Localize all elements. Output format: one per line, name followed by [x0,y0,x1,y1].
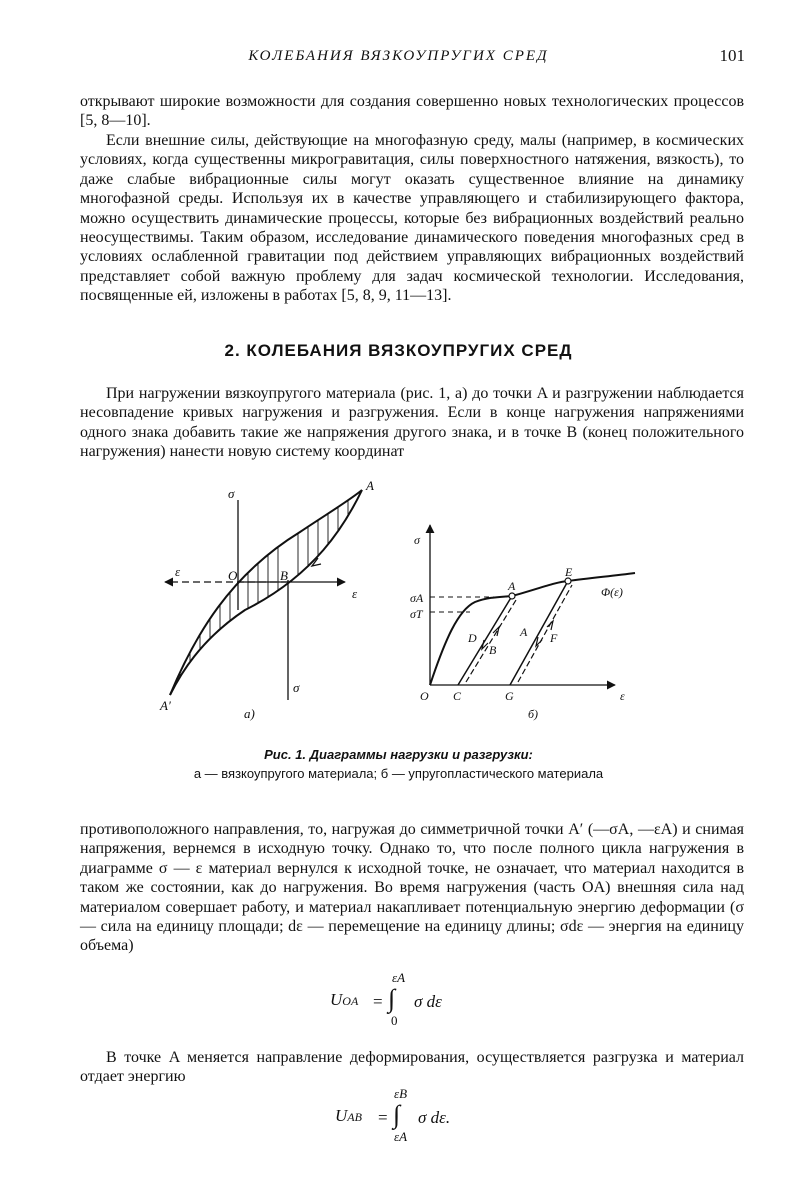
label-D: D [468,631,477,645]
hatching [180,480,348,710]
label-O: O [420,689,429,703]
label-sigma-bottom: σ [293,680,300,695]
label-A: A [508,579,516,593]
running-header-title: КОЛЕБАНИЯ ВЯЗКОУПРУГИХ СРЕД [248,48,549,64]
label-eps-right: ε [352,586,358,601]
paragraph-4: противоположного направления, то, нагружая до симметричной точки A′ (—σA, —εA) и снимая напряжения, вернемся в исходную точку. Однако то, что после полного цикла нагружения в диаграмме σ — ε материал вернулся к исходной точке, не означает, что материал находится в таком же состоянии, как до нагружения. Во время нагружения (часть OA) внешняя сила над материалом совершает работу, и материал накапливает потенциальную энергию деформации (σ— сила на единицу площади; dε — перемещение на единицу длины; σdε — энергия на единицу объема) [80,821,744,955]
label-G: G [505,689,514,703]
label-B: B [489,643,497,657]
label-A: A [366,478,374,493]
label-A2: A [520,625,528,639]
panel-a [165,480,362,710]
figure-caption-text: а — вязкоупругого материала; б — упругопластического материала [193,766,604,781]
panel-b [430,525,635,685]
figure-1 [0,470,797,740]
loading-curve [170,490,362,695]
label-eps-left: ε [175,564,181,579]
paragraph-5: В точке A меняется направление деформирования, осуществляется разгрузка и материал отдает энергию [80,1049,744,1086]
panel-a-label: а) [244,706,255,721]
label-sigma: σ [414,533,420,547]
paragraph-2: Если внешние силы, действующие на многофазную среду, малы (например, в космических условиях, когда существенны микрогравитация, силы поверхностного натяжения, вязкость), то даже слабые вибрационные силы могут оказать существенное влияние на динамику многофазной среды. Используя их в качестве управляющего и стабилизирующего фактора, можно осуществить динамические процессы, которые без вибрационных воздействий реально неосуществимы. Таким образом, исследование динамического поведения многофазных сред в условиях ослабленной гравитации под действием управляющих вибрационных воздействий представляет собой важную проблему для задач космической технологии. Исследования, посвященные ей, изложены в работах [5, 8, 9, 11—13]. [80,132,744,305]
label-C: C [453,689,462,703]
label-A-prime: A′ [160,698,171,713]
label-eps: ε [620,689,625,703]
page-number: 101 [719,46,745,65]
paragraph-1: открывают широкие возможности для создания совершенно новых технологических процессов [5, 8—10]. [80,93,744,130]
unload-EG [510,581,568,685]
label-F: F [550,631,558,645]
label-sigma-T: σT [410,607,423,621]
label-E: E [565,565,573,579]
label-sigma-A: σA [410,591,424,605]
label-sigma-top: σ [228,486,235,501]
label-phi: Φ(ε) [601,585,623,599]
label-O: O [228,568,238,583]
section-title: 2. КОЛЕБАНИЯ ВЯЗКОУПРУГИХ СРЕД [224,341,573,360]
figure-caption-title: Рис. 1. Диаграммы нагрузки и разгрузки: [264,747,533,762]
label-B: B [280,568,288,583]
paragraph-3: При нагружении вязкоупругого материала (рис. 1, а) до точки A и разгружении наблюдается несовпадение кривых нагружения и разгружения. Если в конце нагружения напряжениями одного знака добавить такие же напряжения другого знака, и в точке B (конец положительного нагружения) нанести новую систему координат [80,385,744,461]
panel-b-label: б) [528,707,539,721]
unloading-curve [170,490,362,695]
